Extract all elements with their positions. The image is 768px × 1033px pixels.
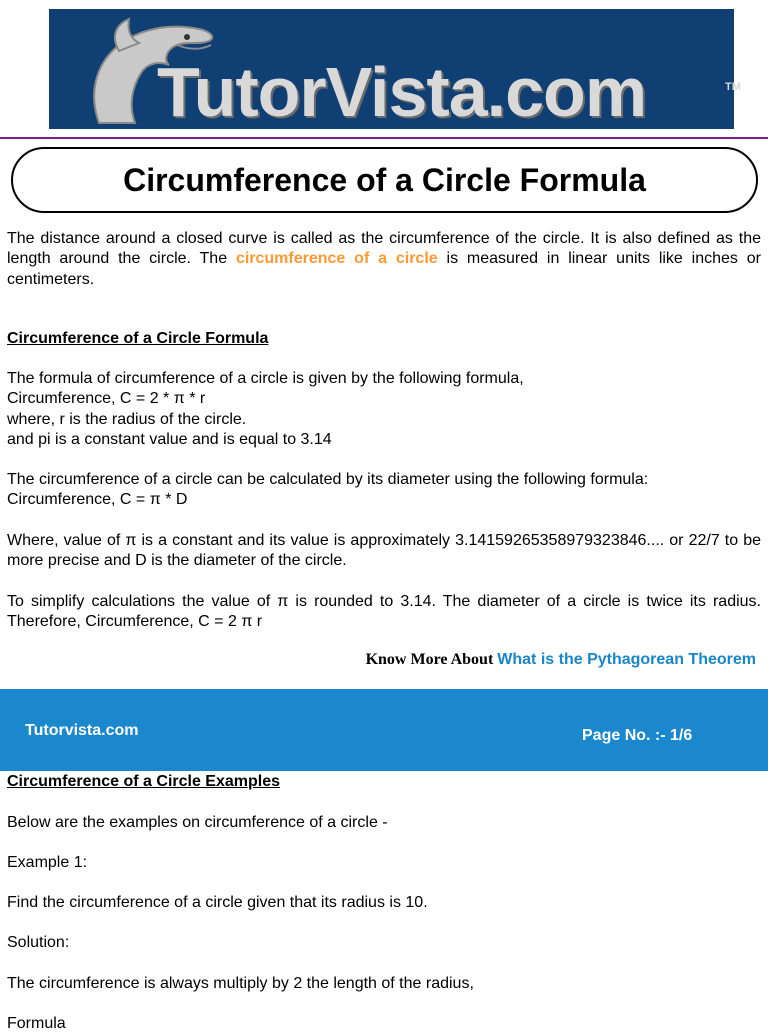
page-title: Circumference of a Circle Formula (123, 161, 646, 198)
know-more-label: Know More About (365, 651, 498, 668)
footer-site-name: Tutorvista.com (25, 722, 139, 739)
simplify-paragraph: To simplify calculations the value of π is rounded to 3.14. The diameter of a circle is twice its radius. Therefore, Circumference, C = 2 π r (7, 593, 761, 631)
title-box (11, 147, 758, 213)
brand-name: TutorVista.com (157, 53, 647, 131)
trademark-mark: TM (725, 81, 741, 93)
formula-line-2: Circumference, C = 2 * π * r (7, 390, 206, 407)
know-more-line (366, 651, 756, 669)
section-heading-formula: Circumference of a Circle Formula (7, 330, 269, 347)
tutorvista-logo-banner (49, 9, 741, 131)
examples-line-5: The circumference is always multiply by 2 the length of the radius, (7, 975, 474, 992)
examples-line-3: Find the circumference of a circle given that its radius is 10. (7, 894, 428, 911)
pi-value-paragraph: Where, value of π is a constant and its value is approximately 3.14159265358979323846.... or 22/7 to be more precise and D is the diameter of the circle. (7, 532, 761, 570)
formula-line-1: The formula of circumference of a circle is given by the following formula, (7, 370, 524, 387)
examples-line-1: Below are the examples on circumference of a circle - (7, 814, 388, 831)
header-divider (0, 137, 768, 139)
intro-text-part1: The distance around a closed curve is called as the circumference of the circle. It is also defined as the length around the circle. The (7, 230, 761, 268)
diameter-line-2: Circumference, C = π * D (7, 491, 188, 508)
intro-paragraph (7, 229, 761, 290)
formula-line-3: where, r is the radius of the circle. (7, 411, 247, 428)
page-footer-bar (0, 689, 768, 771)
diameter-line-1: The circumference of a circle can be calculated by its diameter using the following formula: (7, 471, 649, 488)
examples-line-2: Example 1: (7, 854, 88, 871)
pythagorean-theorem-link[interactable]: What is the Pythagorean Theorem (497, 651, 756, 668)
circumference-link[interactable]: circumference of a circle (235, 250, 438, 268)
section-heading-examples: Circumference of a Circle Examples (7, 773, 281, 790)
formula-line-4: and pi is a constant value and is equal to 3.14 (7, 431, 332, 448)
intro-text-part2: is measured in linear units like inches or centimeters. (7, 250, 761, 288)
examples-line-6: Formula (7, 1015, 66, 1032)
examples-line-4: Solution: (7, 934, 70, 951)
page-number: Page No. :- 1/6 (582, 727, 693, 744)
